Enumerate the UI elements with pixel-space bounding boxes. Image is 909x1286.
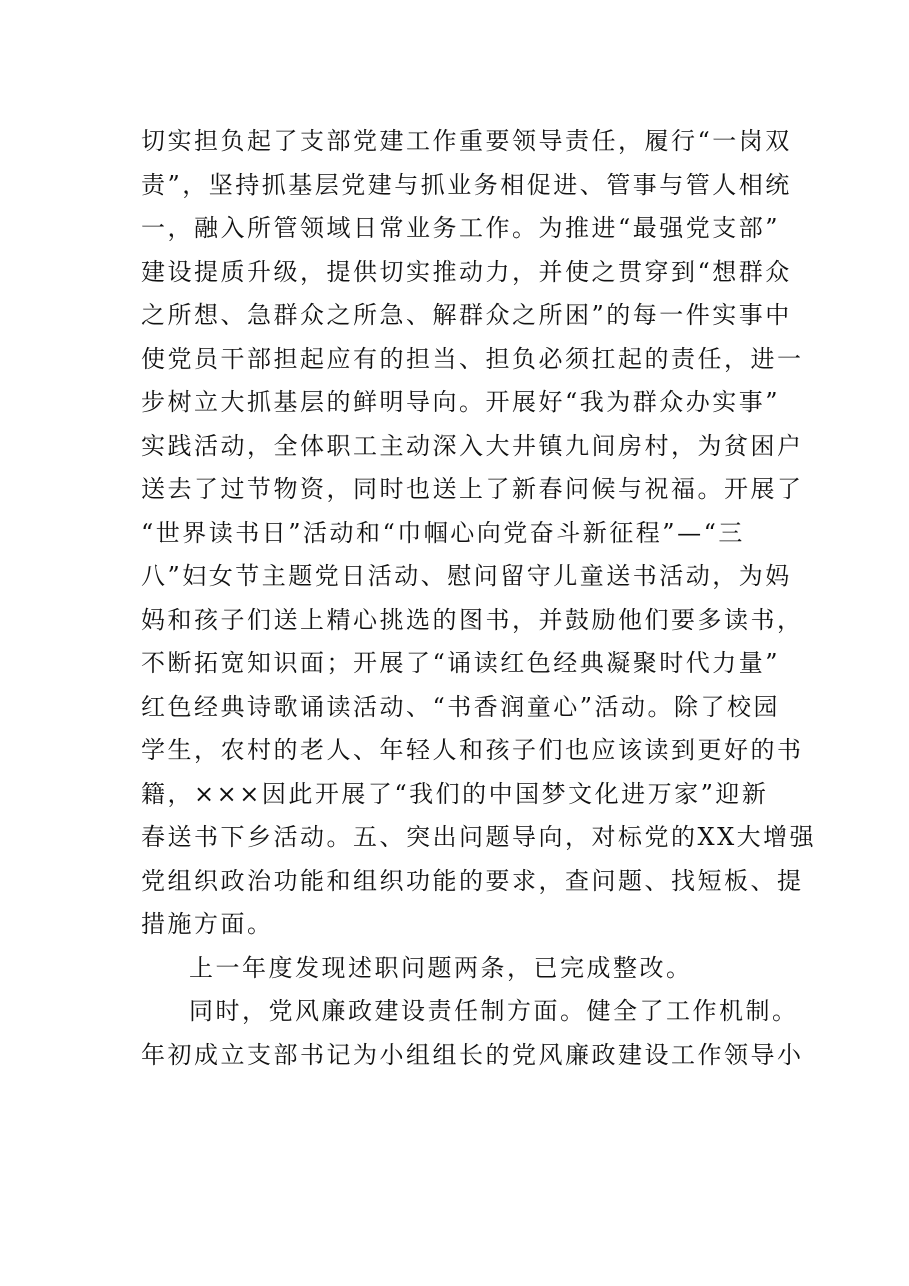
text-line: 送去了过节物资，同时也送上了新春问候与祝福。开展了 xyxy=(141,475,804,503)
text-line: 实践活动，全体职工主动深入大井镇九间房村，为贫困户 xyxy=(141,431,804,460)
text-line: 红色经典诗歌诵读活动、“书香润童心”活动。除了校园 xyxy=(141,692,781,721)
text-line: 措施方面。 xyxy=(141,910,274,938)
text-line: 一，融入所管领域日常业务工作。为推进“最强党支部” xyxy=(141,214,781,242)
text-line: 年初成立支部书记为小组组长的党风廉政建设工作领导小 xyxy=(141,1040,804,1069)
text-line: 学生，农村的老人、年轻人和孩子们也应该读到更好的书 xyxy=(141,736,804,764)
paragraph-first-line: 上一年度发现述职问题两条，已完成整改。 xyxy=(189,953,693,982)
paragraph-first-line: 同时，党风廉政建设责任制方面。健全了工作机制。 xyxy=(189,997,799,1025)
text-line: 使党员干部担起应有的担当、担负必须扛起的责任，进一 xyxy=(141,344,804,373)
text-line: 春送书下乡活动。五、突出问题导向，对标党的XX大增强 xyxy=(141,823,817,851)
text-line: 党组织政治功能和组织功能的要求，查问题、找短板、提 xyxy=(141,866,804,895)
text-line: 责”，坚持抓基层党建与抓业务相促进、管事与管人相统 xyxy=(141,170,792,199)
text-line: 步树立大抓基层的鲜明导向。开展好“我为群众办实事” xyxy=(141,388,781,416)
text-line: 之所想、急群众之所急、解群众之所困”的每一件实事中 xyxy=(141,301,792,329)
text-line: 八”妇女节主题党日活动、慰问留守儿童送书活动，为妈 xyxy=(141,562,792,590)
text-line: 不断拓宽知识面；开展了“诵读红色经典凝聚时代力量” xyxy=(141,649,781,677)
text-line: 妈和孩子们送上精心挑选的图书，并鼓励他们要多读书， xyxy=(141,605,804,634)
text-line: 切实担负起了支部党建工作重要领导责任，履行“一岗双 xyxy=(141,127,792,155)
text-line: 建设提质升级，提供切实推动力，并使之贯穿到“想群众 xyxy=(141,257,792,286)
body-text xyxy=(141,120,817,1077)
text-line: “世界读书日”活动和“巾帼心向党奋斗新征程”—“三 xyxy=(141,518,745,547)
text-line: 籍，×××因此开展了“我们的中国梦文化进万家”迎新 xyxy=(141,779,769,808)
